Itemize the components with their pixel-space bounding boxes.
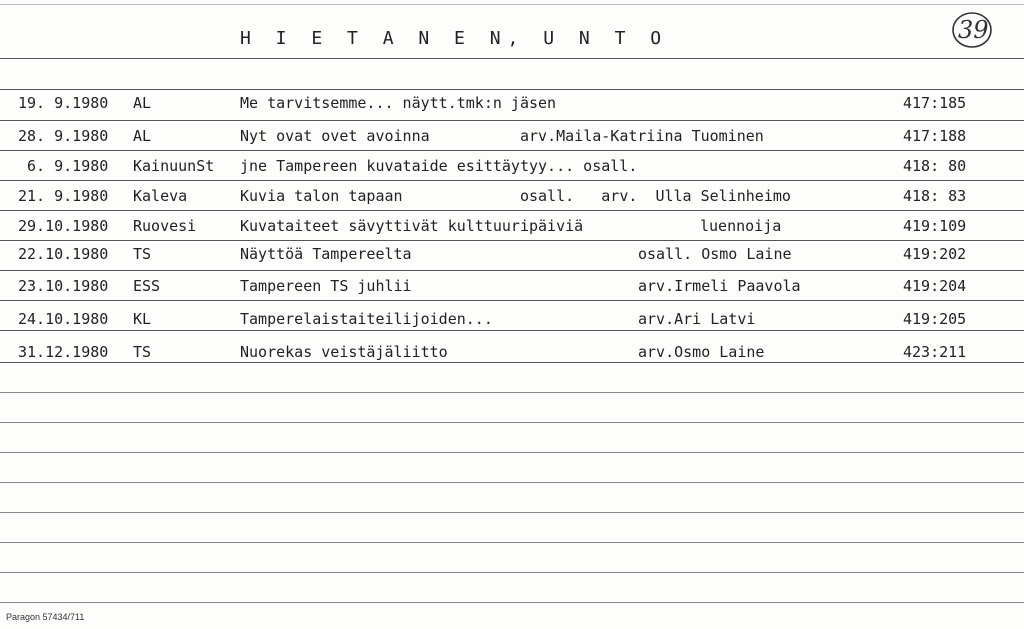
rule-line xyxy=(0,120,1024,121)
entry-row xyxy=(0,127,1024,149)
entry-publication: AL xyxy=(133,127,152,145)
entry-title: Nyt ovat ovet avoinna xyxy=(240,127,430,145)
entry-date: 21. 9.1980 xyxy=(18,187,109,205)
rule-line xyxy=(0,58,1024,59)
rule-line xyxy=(0,392,1024,393)
entry-title: Me tarvitsemme... näytt.tmk:n jäsen xyxy=(240,94,557,112)
entry-publication: Kaleva xyxy=(133,187,188,205)
entry-publication: Ruovesi xyxy=(133,217,197,235)
card-heading-name: H I E T A N E N, U N T O xyxy=(240,28,669,49)
entry-reference: 419:109 xyxy=(903,217,967,235)
rule-line xyxy=(0,180,1024,181)
rule-line xyxy=(0,422,1024,423)
entry-date: 24.10.1980 xyxy=(18,310,109,328)
card-number-text: 39 xyxy=(958,16,989,44)
entry-reference: 419:202 xyxy=(903,245,967,263)
entry-date: 6. 9.1980 xyxy=(18,157,109,175)
rule-line xyxy=(0,300,1024,301)
entry-role: osall. arv. Ulla Selinheimo xyxy=(520,187,791,205)
rule-line xyxy=(0,150,1024,151)
rule-line xyxy=(0,602,1024,603)
entry-row xyxy=(0,343,1024,365)
entry-title: Kuvataiteet sävyttivät kulttuuripäiviä xyxy=(240,217,584,235)
entry-role: osall. Osmo Laine xyxy=(638,245,792,263)
rule-line xyxy=(0,542,1024,543)
entry-date: 23.10.1980 xyxy=(18,277,109,295)
entry-title: Näyttöä Tampereelta xyxy=(240,245,412,263)
entry-reference: 418: 83 xyxy=(903,187,967,205)
entry-role: arv.Ari Latvi xyxy=(638,310,756,328)
entry-title: Nuorekas veistäjäliitto xyxy=(240,343,448,361)
entry-row xyxy=(0,310,1024,332)
entry-reference: 423:211 xyxy=(903,343,967,361)
top-edge-line xyxy=(0,4,1024,5)
entry-row xyxy=(0,94,1024,116)
entry-reference: 418: 80 xyxy=(903,157,967,175)
entry-date: 29.10.1980 xyxy=(18,217,109,235)
entry-role: arv.Irmeli Paavola xyxy=(638,277,801,295)
rule-line xyxy=(0,89,1024,90)
entry-role: arv.Osmo Laine xyxy=(638,343,765,361)
entry-date: 22.10.1980 xyxy=(18,245,109,263)
entry-publication: KainuunSt xyxy=(133,157,215,175)
rule-line xyxy=(0,452,1024,453)
entry-title: Tamperelaistaiteilijoiden... xyxy=(240,310,493,328)
entry-reference: 419:205 xyxy=(903,310,967,328)
rule-line xyxy=(0,240,1024,241)
entry-row xyxy=(0,217,1024,239)
card-number-circled xyxy=(950,10,994,50)
entry-date: 28. 9.1980 xyxy=(18,127,109,145)
entry-publication: KL xyxy=(133,310,152,328)
entry-reference: 419:204 xyxy=(903,277,967,295)
rule-line xyxy=(0,572,1024,573)
entry-row xyxy=(0,157,1024,179)
entry-row xyxy=(0,277,1024,299)
rule-line xyxy=(0,270,1024,271)
entry-publication: ESS xyxy=(133,277,161,295)
entry-reference: 417:188 xyxy=(903,127,967,145)
entry-row xyxy=(0,187,1024,209)
entry-title: jne Tampereen kuvataide esittäytyy... osall. xyxy=(240,157,638,175)
rule-line xyxy=(0,512,1024,513)
rule-line xyxy=(0,210,1024,211)
printer-mark: Paragon 57434/711 xyxy=(6,612,85,622)
entry-publication: TS xyxy=(133,343,152,361)
entry-date: 19. 9.1980 xyxy=(18,94,109,112)
entry-row xyxy=(0,245,1024,267)
entry-title: Tampereen TS juhlii xyxy=(240,277,412,295)
entry-role: arv.Maila-Katriina Tuominen xyxy=(520,127,764,145)
rule-line xyxy=(0,482,1024,483)
entry-title: Kuvia talon tapaan xyxy=(240,187,403,205)
entry-publication: TS xyxy=(133,245,152,263)
entry-publication: AL xyxy=(133,94,152,112)
entry-reference: 417:185 xyxy=(903,94,967,112)
entry-role: luennoija xyxy=(700,217,782,235)
entry-date: 31.12.1980 xyxy=(18,343,109,361)
